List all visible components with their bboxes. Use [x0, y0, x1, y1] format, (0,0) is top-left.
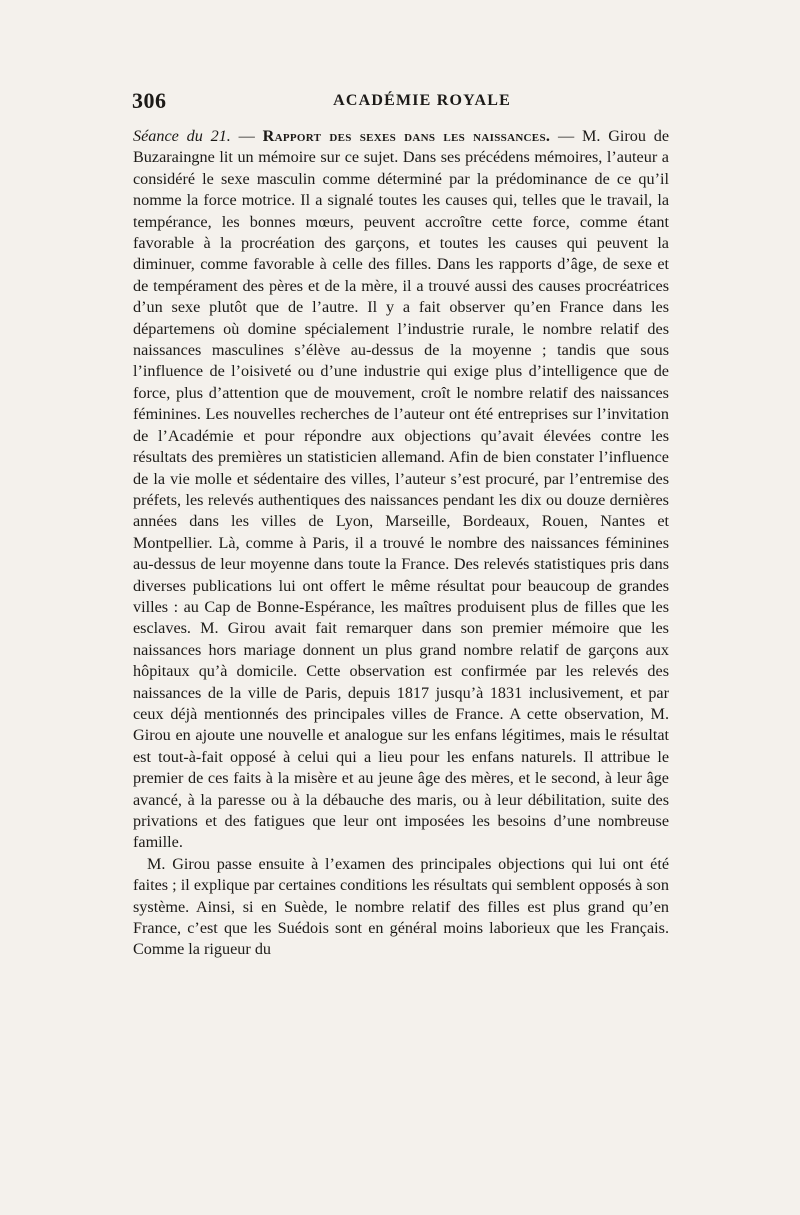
article-title: Rapport des sexes dans les naissances.	[262, 127, 551, 145]
title-dash-before: —	[238, 127, 255, 145]
paragraph-2: M. Girou passe ensuite à l’examen des principales objections qui lui ont été faites ; il explique par certaines conditions les résultats qui semblent opposés à son système. Ainsi, si en Suède, le nombre relatif des filles est plus grand qu’en France, c’est que les Suédois sont en général moins laborieux que les Français. Comme la rigueur du	[133, 854, 669, 959]
session-date: Séance du 21.	[133, 127, 231, 145]
article-body	[133, 126, 669, 961]
title-dash-after: —	[558, 127, 575, 145]
paragraph-1-text: M. Girou de Buzaraingne lit un mémoire sur ce sujet. Dans ses précédens mémoires, l’auteur a considéré le sexe masculin comme déterminé par la prédominance de ce qu’il nomme la force motrice. Il a signalé toutes les causes qui, telles que le travail, la tempérance, les bonnes mœurs, peuvent accroître cette force, comme étant favorable à la procréation des garçons, et toutes les causes qui peuvent la diminuer, comme favorable à celle des filles. Dans les rapports d’âge, de sexe et de tempérament des pères et de la mère, il a trouvé aussi des causes procréatrices d’un sexe plutôt que de l’autre. Il y a fait observer qu’en France dans les départemens où domine spécialement l’industrie rurale, le nombre relatif des naissances masculines s’élève au-dessus de la moyenne ; tandis que sous l’influence de l’oisiveté ou d’une industrie qui exige plus d’intelligence que de force, plus d’attention que de mouvement, croît le nombre relatif des naissances féminines. Les nouvelles recherches de l’auteur ont été entreprises sur l’invitation de l’Académie et pour répondre aux objections qu’avait élevées contre les résultats des premières un statisticien allemand. Afin de bien constater l’influence de la vie molle et sédentaire des villes, l’auteur s’est procuré, par l’entremise des préfets, les relevés authentiques des naissances pendant les dix ou douze dernières années dans les villes de Lyon, Marseille, Bordeaux, Rouen, Nantes et Montpellier. Là, comme à Paris, il a trouvé le nombre des naissances féminines au-dessus de leur moyenne dans toute la France. Des relevés statistiques pris dans diverses publications lui ont offert le même résultat pour beaucoup de grandes villes : au Cap de Bonne-Espérance, les maîtres produisent plus de filles que les esclaves. M. Girou avait fait remarquer dans son premier mémoire que les naissances hors mariage donnent un plus grand nombre relatif de garçons aux hôpitaux qu’à domicile. Cette observation est confirmée par les relevés des naissances de la ville de Paris, depuis 1817 jusqu’à 1831 inclusivement, et par ceux déjà mentionnés des principales villes de France. A cette observation, M. Girou en ajoute une nouvelle et analogue sur les enfans légitimes, mais le résultat est tout-à-fait opposé à celui qui a lieu pour les enfans naturels. Il attribue le premier de ces faits à la misère et au jeune âge des mères, et le second, à leur âge avancé, à la paresse ou à la débauche des maris, ou à leur débilitation, suite des privations et des fatigues que leur ont imposées les besoins d’une nombreuse famille.	[133, 127, 670, 852]
page-header	[132, 88, 670, 118]
page-number: 306	[132, 88, 167, 113]
running-head: ACADÉMIE ROYALE	[333, 92, 511, 109]
paragraph-1	[133, 126, 669, 854]
